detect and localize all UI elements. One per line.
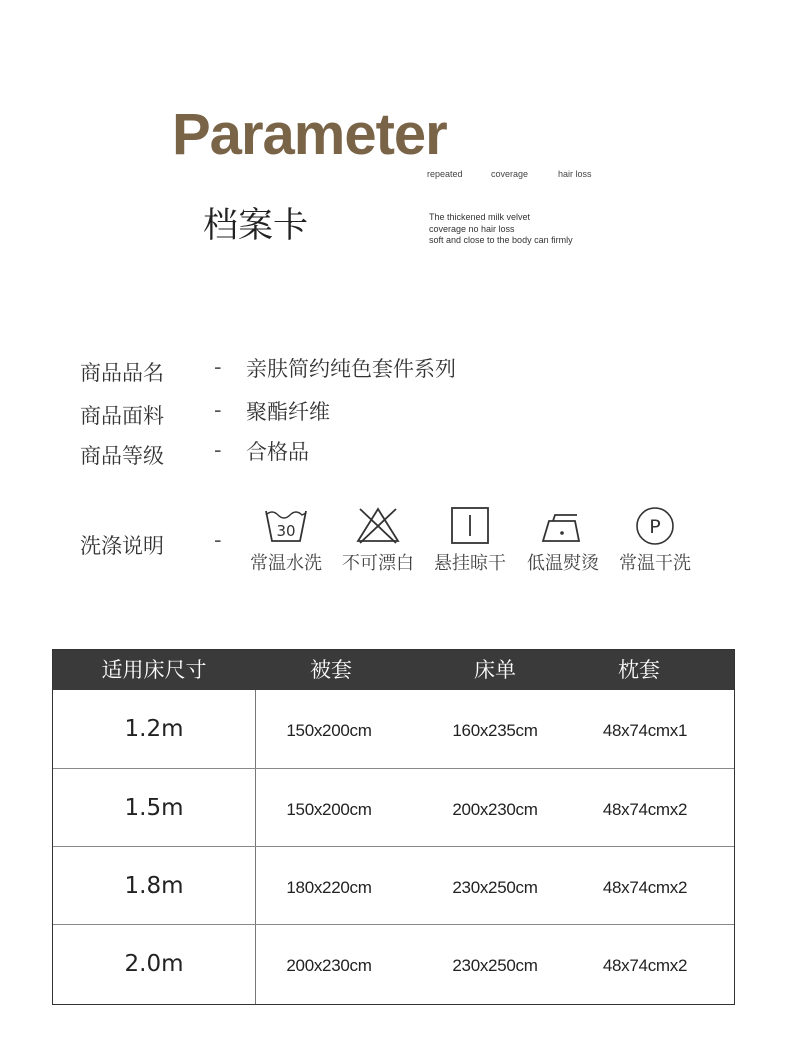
subword-hair-loss: hair loss bbox=[558, 169, 592, 179]
param-label: 商品面料 bbox=[80, 404, 164, 428]
cell-sheet: 160x235cm bbox=[452, 721, 538, 740]
param-dash: - bbox=[214, 398, 222, 422]
param-label: 商品等级 bbox=[80, 444, 164, 468]
care-caption: 低温熨烫 bbox=[527, 553, 599, 574]
col-header-size: 适用床尺寸 bbox=[101, 658, 207, 682]
cell-duvet: 180x220cm bbox=[286, 878, 372, 897]
param-dash: - bbox=[214, 355, 222, 379]
cell-size: 1.5m bbox=[124, 795, 184, 821]
cell-size: 1.2m bbox=[124, 716, 184, 742]
care-label: 洗涤说明 bbox=[80, 534, 164, 558]
care-caption: 常温水洗 bbox=[250, 553, 322, 574]
col-header-duvet: 被套 bbox=[310, 658, 352, 682]
subword-coverage: coverage bbox=[491, 169, 529, 179]
cell-duvet: 200x230cm bbox=[286, 956, 372, 975]
param-label: 商品品名 bbox=[80, 361, 164, 385]
desc-line: coverage no hair loss bbox=[429, 223, 515, 234]
care-caption: 悬挂晾干 bbox=[434, 553, 506, 574]
dry-clean-symbol: P bbox=[649, 516, 661, 538]
desc-line: The thickened milk velvet bbox=[429, 212, 531, 222]
care-caption: 常温干洗 bbox=[619, 553, 691, 574]
cell-sheet: 230x250cm bbox=[452, 956, 538, 975]
care-item-wash bbox=[241, 505, 331, 575]
cell-duvet: 150x200cm bbox=[286, 800, 372, 819]
wash-temp-text: 30 bbox=[276, 522, 296, 540]
care-dash: - bbox=[214, 528, 222, 552]
desc-line: soft and close to the body can firmly bbox=[429, 235, 573, 245]
param-value: 聚酯纤维 bbox=[246, 400, 330, 424]
dry-clean-p-icon bbox=[631, 505, 679, 545]
param-dash: - bbox=[214, 438, 222, 462]
care-caption: 不可漂白 bbox=[342, 553, 414, 574]
wash-30-icon bbox=[262, 505, 310, 545]
care-item-low-iron bbox=[518, 505, 608, 575]
cell-pillow: 48x74cmx1 bbox=[602, 721, 688, 740]
param-value: 合格品 bbox=[246, 440, 309, 464]
care-item-dry-clean bbox=[610, 505, 700, 575]
low-iron-icon bbox=[539, 505, 587, 545]
cell-sheet: 200x230cm bbox=[452, 800, 538, 819]
cn-title: 档案卡 bbox=[203, 206, 309, 246]
table-row bbox=[53, 690, 734, 768]
cell-sheet: 230x250cm bbox=[452, 878, 538, 897]
care-item-no-bleach bbox=[333, 505, 423, 575]
cell-size: 2.0m bbox=[124, 951, 184, 977]
page-title: Parameter bbox=[172, 102, 447, 167]
cell-duvet: 150x200cm bbox=[286, 721, 372, 740]
no-bleach-icon bbox=[354, 505, 402, 545]
col-header-sheet: 床单 bbox=[474, 658, 516, 682]
cell-pillow: 48x74cmx2 bbox=[602, 800, 688, 819]
param-value: 亲肤简约纯色套件系列 bbox=[246, 357, 456, 381]
col-header-pillow: 枕套 bbox=[618, 658, 660, 682]
description bbox=[429, 212, 573, 247]
size-table bbox=[52, 649, 735, 1005]
subword-repeated: repeated bbox=[427, 169, 463, 179]
cell-pillow: 48x74cmx2 bbox=[602, 878, 688, 897]
cell-size: 1.8m bbox=[124, 873, 184, 899]
table-row bbox=[53, 924, 734, 1003]
hang-dry-icon bbox=[446, 505, 494, 545]
cell-pillow: 48x74cmx2 bbox=[602, 956, 688, 975]
care-item-hang-dry bbox=[425, 505, 515, 575]
table-row bbox=[53, 846, 734, 925]
table-row bbox=[53, 768, 734, 847]
table-header bbox=[53, 650, 734, 690]
